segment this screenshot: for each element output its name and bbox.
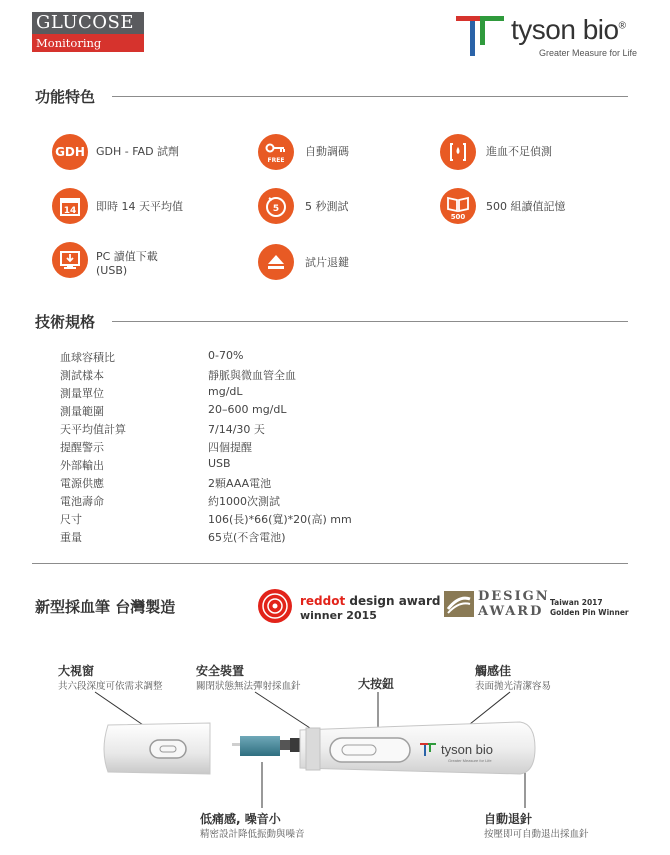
feature-label (96, 250, 158, 278)
callout-title: 觸感佳 (475, 664, 512, 678)
spec-key: 測量單位 (60, 387, 104, 400)
spec-key: 天平均值計算 (60, 423, 126, 436)
lancet-pen-illustration (0, 690, 670, 815)
spec-key: 測試樣本 (60, 369, 104, 382)
reddot-award-text (300, 594, 441, 608)
spec-key: 血球容積比 (60, 351, 115, 364)
spec-value: 0-70% (208, 349, 244, 362)
spec-value: mg/dL (208, 385, 243, 398)
glucose-badge (32, 12, 144, 68)
spec-value: 106(長)*66(寬)*20(高) mm (208, 513, 352, 526)
feature-label: GDH - FAD 試劑 (96, 145, 180, 158)
callout-title: 低痛感, 噪音小 (200, 812, 281, 826)
feature-label-line1: PC 讀值下載 (96, 250, 158, 263)
reddot-rest: design award (345, 594, 441, 608)
tyson-logo-icon (456, 16, 504, 58)
callout-sub: 按壓即可自動退出採血針 (484, 829, 589, 840)
eject-icon (258, 244, 294, 280)
specs-bottom-divider (32, 563, 628, 564)
spec-value: 約1000次測試 (208, 495, 280, 508)
feature-label: 試片退鍵 (305, 256, 349, 269)
svg-text:FREE: FREE (267, 157, 285, 164)
lancet-title: 新型採血筆 台灣製造 (35, 598, 176, 616)
spec-value: 四個提醒 (208, 441, 252, 454)
spec-key: 提醒警示 (60, 441, 104, 454)
specs-divider (112, 321, 628, 322)
golden-pin-winner: Golden Pin Winner (550, 608, 629, 617)
callout-sub: 關閉狀態無法彈射採血針 (196, 681, 301, 692)
calendar-icon (52, 188, 88, 224)
svg-text:5: 5 (272, 204, 280, 214)
spec-value: 2顆AAA電池 (208, 477, 272, 490)
spec-key: 電源供應 (60, 477, 104, 490)
reddot-winner: winner 2015 (300, 609, 377, 622)
features-title: 功能特色 (35, 88, 96, 106)
badge-subtitle: Monitoring System (32, 34, 144, 52)
badge-title: GLUCOSE (32, 12, 144, 34)
reddot-dot: dot (322, 594, 346, 608)
feature-label-line2: (USB) (96, 264, 128, 277)
callout-sub: 表面拋光清潔容易 (475, 681, 552, 692)
spec-value: 7/14/30 天 (208, 423, 265, 436)
features-divider (112, 96, 628, 97)
reddot-prefix: red (300, 594, 323, 608)
svg-text:tyson bio: tyson bio (441, 742, 494, 757)
tyson-bio-logo (456, 14, 646, 60)
pc-download-icon (52, 242, 88, 278)
svg-text:14: 14 (63, 206, 77, 216)
spec-value: USB (208, 457, 231, 470)
memory-book-icon (440, 188, 476, 224)
callout-title: 大視窗 (58, 664, 95, 678)
specs-title: 技術規格 (35, 313, 96, 331)
spec-value: 20–600 mg/dL (208, 403, 287, 416)
brand-registered: ® (618, 20, 626, 32)
brand-tagline: Greater Measure for Life (539, 48, 638, 58)
design-award-line2: AWARD (478, 604, 544, 619)
callout-sub: 精密設計降低振動與噪音 (200, 829, 305, 840)
gdh-icon: GDH (52, 134, 88, 170)
feature-label: 5 秒測試 (305, 200, 349, 213)
spec-key: 測量範圍 (60, 405, 104, 418)
brand-name: tyson bio (511, 14, 619, 45)
callout-sub: 共六段深度可依需求調整 (58, 681, 163, 692)
key-free-icon (258, 134, 294, 170)
feature-label: 自動調碼 (305, 145, 349, 158)
golden-pin-icon (444, 591, 474, 617)
reddot-icon (256, 587, 294, 625)
spec-value: 靜脈與微血管全血 (208, 369, 296, 382)
golden-pin-year: Taiwan 2017 (550, 598, 603, 607)
blood-insufficient-icon (440, 134, 476, 170)
spec-value: 65克(不含電池) (208, 531, 286, 544)
svg-text:Greater Measure for Life: Greater Measure for Life (448, 758, 492, 763)
timer-icon (258, 188, 294, 224)
feature-label: 進血不足偵測 (486, 145, 552, 158)
spec-key: 尺寸 (60, 513, 82, 526)
callout-title: 自動退針 (484, 812, 533, 826)
feature-label: 即時 14 天平均值 (96, 200, 183, 213)
callout-title: 安全裝置 (196, 664, 245, 678)
spec-key: 重量 (60, 531, 82, 544)
spec-key: 外部輸出 (60, 459, 104, 472)
design-award-line1: DESIGN (478, 589, 550, 604)
svg-text:500: 500 (450, 213, 466, 221)
spec-key: 電池壽命 (60, 495, 104, 508)
callout-title: 大按鈕 (358, 677, 395, 691)
feature-label: 500 組讀值記憶 (486, 200, 566, 213)
